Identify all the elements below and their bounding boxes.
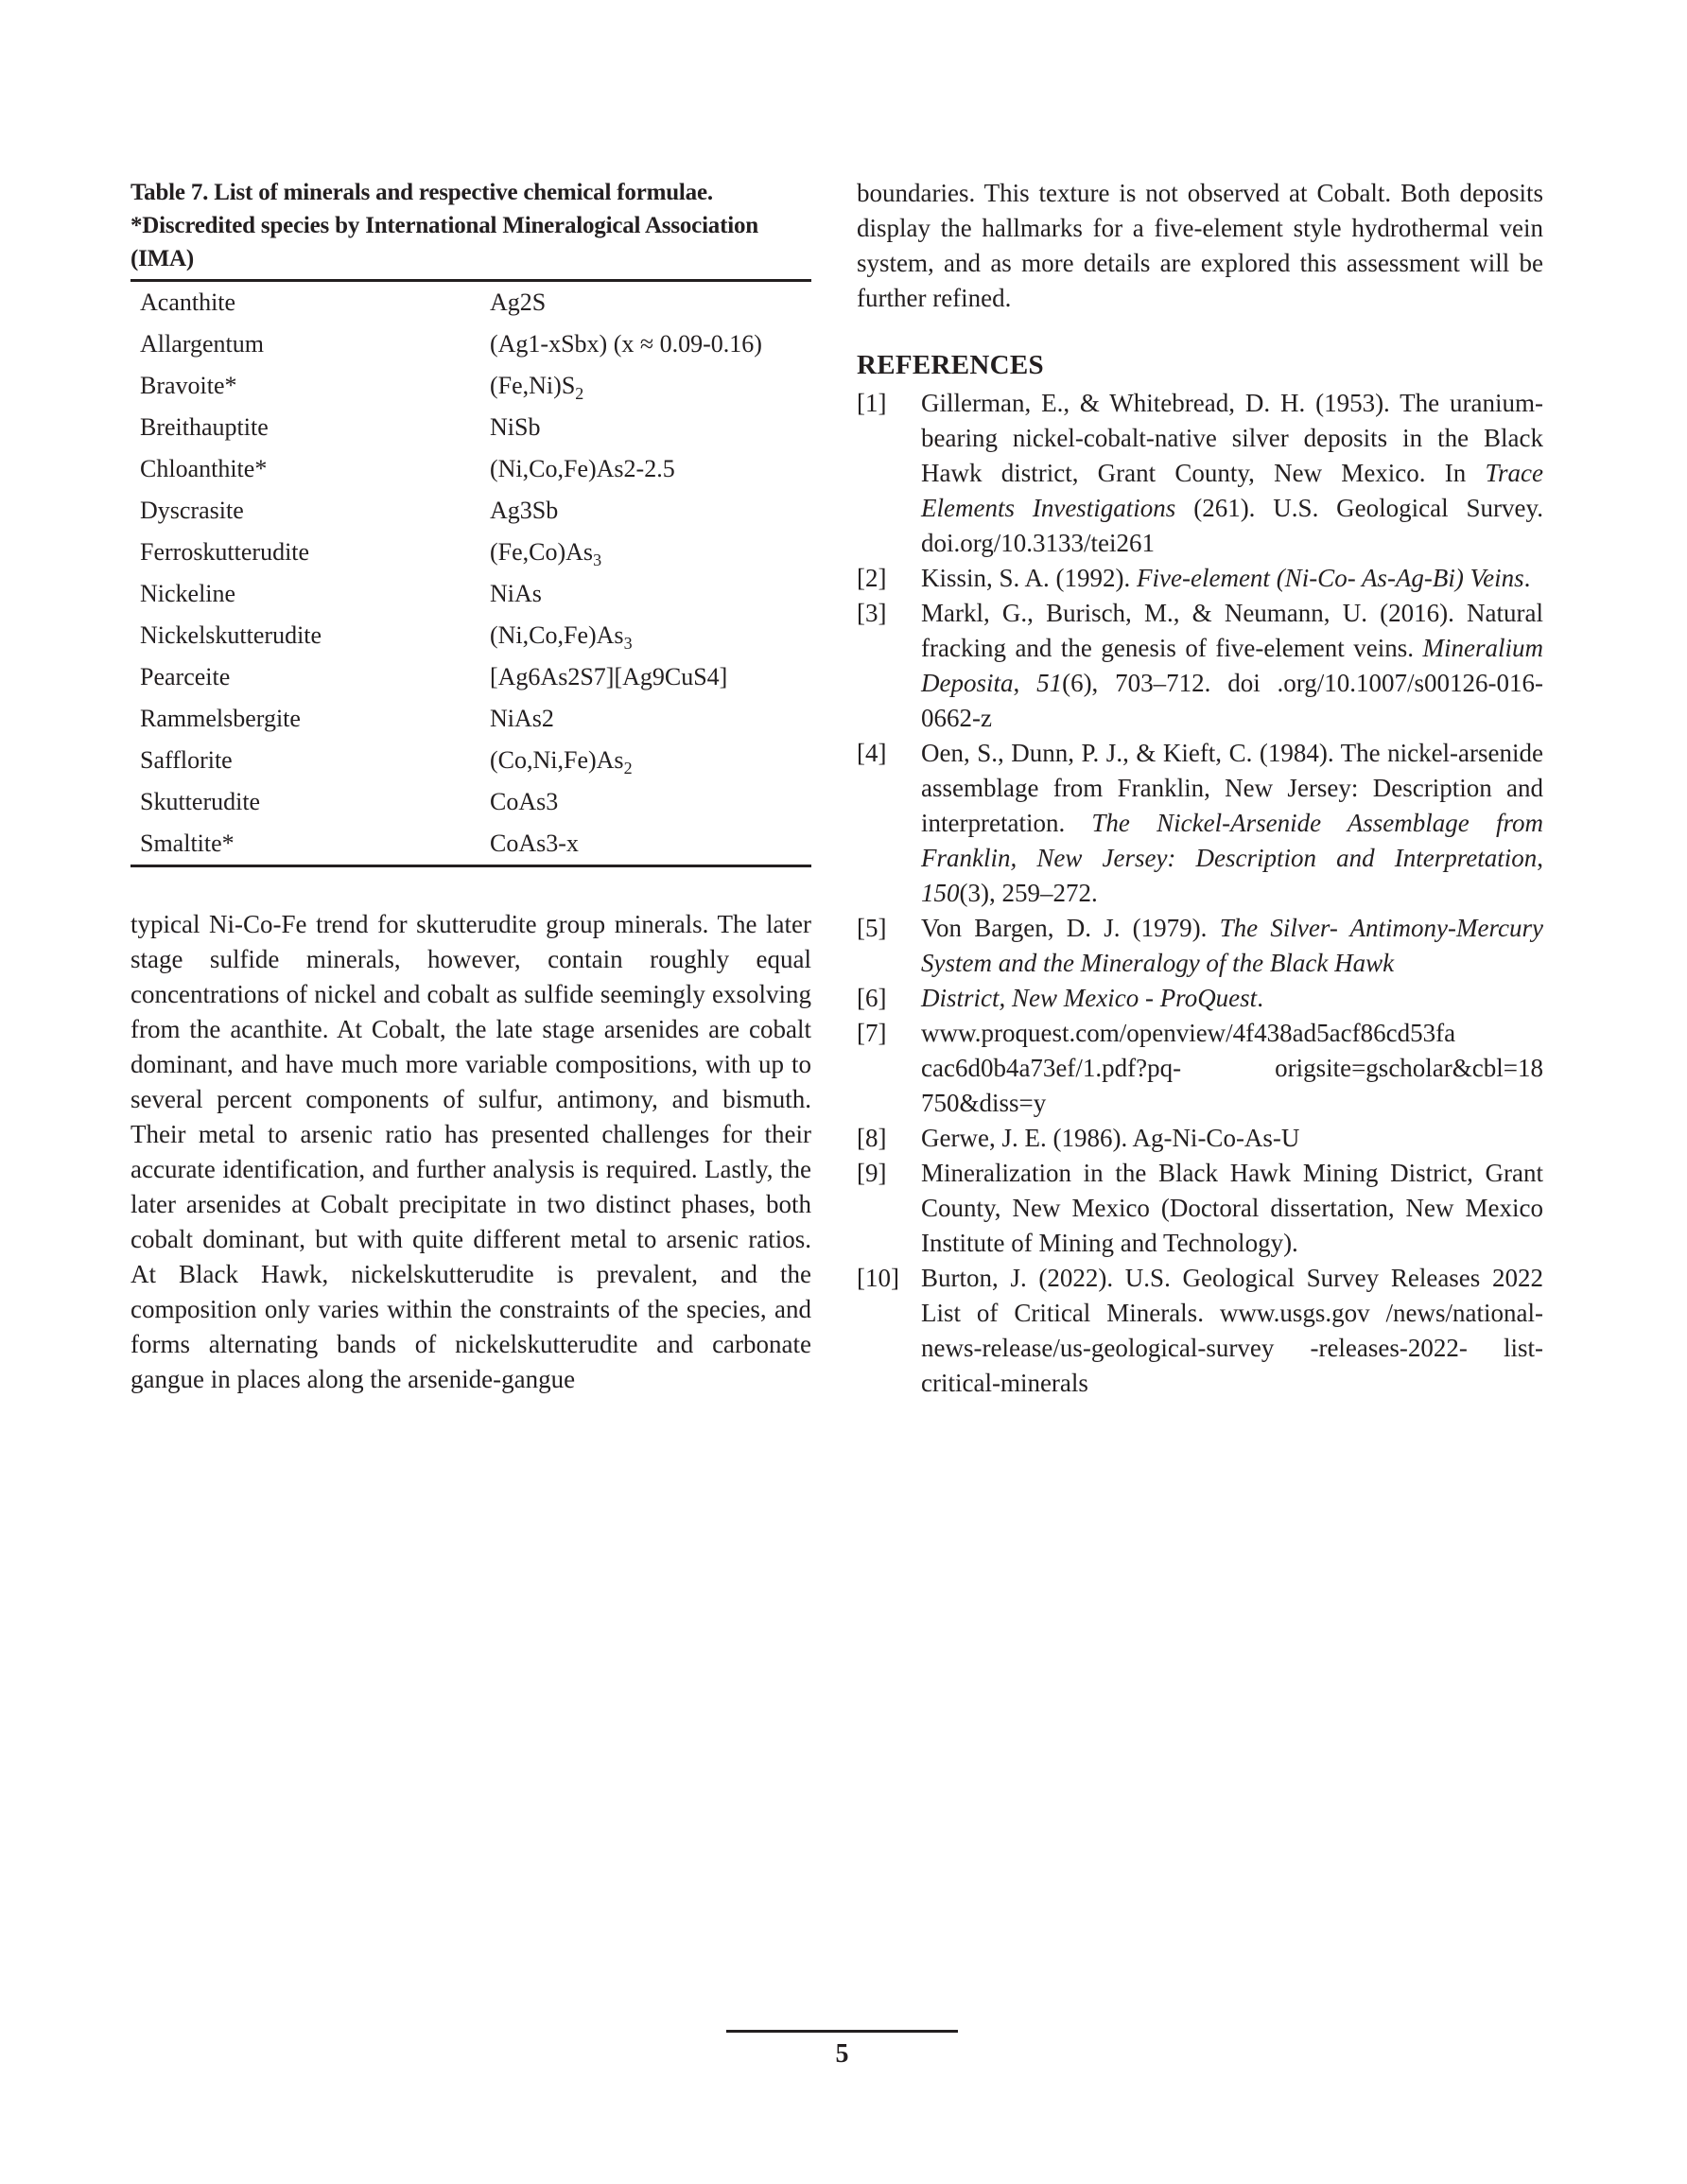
table-row <box>130 323 811 365</box>
reference-segment: Gillerman, E., & Whitebread, D. H. (1953). The uranium-bearing nickel-cobalt-native silver deposits in the Black Hawk district, Grant County, New Mexico. In <box>921 389 1543 487</box>
mineral-formula <box>480 490 811 532</box>
reference-segment: . <box>1523 564 1531 592</box>
formula-text: (Fe,Ni)S <box>490 372 576 399</box>
mineral-name: Bravoite* <box>140 372 237 399</box>
reference-number: [8] <box>857 1124 887 1152</box>
mineral-name: Chloanthite* <box>140 455 268 482</box>
mineral-name: Breithauptite <box>140 413 269 441</box>
mineral-formula <box>480 532 811 573</box>
mineral-name: Allargentum <box>140 330 264 358</box>
reference-segment: Markl, G., Burisch, M., & Neumann, U. (2016). Natural fracking and the genesis of five-element veins. <box>921 599 1543 662</box>
reference-segment: Kissin, S. A. (1992). <box>921 564 1138 592</box>
mineral-name: Rammelsbergite <box>140 705 301 732</box>
mineral-name: Skutterudite <box>140 788 261 815</box>
reference-segment: , <box>1013 669 1037 697</box>
mineral-name: Safflorite <box>140 746 233 774</box>
reference-italic-segment: Mineralium Deposita <box>921 634 1543 697</box>
table-row <box>130 532 811 573</box>
reference-number: [1] <box>857 389 887 417</box>
mineral-name: Ferroskutterudite <box>140 538 310 566</box>
mineral-formula <box>480 573 811 615</box>
page-number: 5 <box>835 2039 849 2069</box>
footer-rule <box>726 2030 958 2033</box>
mineral-formula <box>480 656 811 698</box>
reference-number: [10] <box>857 1264 899 1292</box>
reference-italic-segment: The Nickel-Arsenide Assemblage from Franklin, New Jersey: Description and Interpretation <box>921 809 1543 872</box>
reference-text <box>921 736 1543 911</box>
mineral-formula <box>480 448 811 490</box>
mineral-formula <box>480 781 811 823</box>
formula-text: CoAs3 <box>490 788 559 815</box>
reference-text <box>921 911 1543 981</box>
reference-item <box>857 1261 1543 1401</box>
formula-subscript: 2 <box>623 759 633 778</box>
table-row <box>130 823 811 866</box>
reference-item <box>857 981 1543 1016</box>
mineral-name: Pearceite <box>140 663 231 690</box>
table-row <box>130 365 811 407</box>
reference-number: [9] <box>857 1159 887 1187</box>
reference-item <box>857 911 1543 981</box>
reference-item <box>857 386 1543 561</box>
formula-text: (Fe,Co)As <box>490 538 594 566</box>
reference-segment: (3), 259–272. <box>959 879 1098 907</box>
table-row <box>130 490 811 532</box>
reference-segment: Oen, S., Dunn, P. J., & Kieft, C. (1984). The nickel-arsenide assemblage from Franklin, New Jersey: Description and interpretation. <box>921 739 1543 837</box>
minerals-table-body <box>130 281 811 866</box>
table-caption-title: Table 7. List of minerals and respective chemical formulae. <box>130 180 713 205</box>
reference-text <box>921 1261 1543 1401</box>
mineral-formula <box>480 823 811 866</box>
mineral-formula <box>480 740 811 781</box>
reference-segment: www.proquest.com/openview/4f438ad5acf86cd53fa cac6d0b4a73ef/1.pdf?pq- origsite=gscholar&cbl=18 750&diss=y <box>921 1019 1543 1117</box>
reference-text <box>921 596 1543 736</box>
reference-segment: Burton, J. (2022). U.S. Geological Survey Releases 2022 List of Critical Minerals. www.usgs.gov /news/national-news-release/us-geological-survey -releases-2022- list-critical-minerals <box>921 1264 1543 1397</box>
reference-italic-segment: Five-element (Ni-Co- As-Ag-Bi) Veins <box>1137 564 1524 592</box>
reference-text <box>921 1121 1543 1156</box>
formula-text: (Co,Ni,Fe)As <box>490 746 624 774</box>
formula-text: (Ag1-xSbx) (x ≈ 0.09-0.16) <box>490 330 762 358</box>
mineral-name: Dyscrasite <box>140 497 244 524</box>
reference-item <box>857 561 1543 596</box>
reference-text <box>921 561 1543 596</box>
formula-text: CoAs3-x <box>490 830 579 857</box>
formula-text: NiAs2 <box>490 705 554 732</box>
formula-text: Ag3Sb <box>490 497 559 524</box>
formula-text: NiSb <box>490 413 541 441</box>
reference-number: [6] <box>857 984 887 1012</box>
reference-italic-segment: The Silver- Antimony-Mercury System and the Mineralogy of the Black Hawk <box>921 914 1543 977</box>
reference-segment: (261). U.S. Geological Survey. doi.org/10.3133/tei261 <box>921 494 1543 557</box>
mineral-formula <box>480 281 811 324</box>
minerals-table <box>130 279 811 867</box>
body-paragraph-right: boundaries. This texture is not observed at Cobalt. Both deposits display the hallmarks for a five-element style hydrothermal vein system, and as more details are explored this assessment will be further refined. <box>857 179 1543 312</box>
formula-subscript: 2 <box>575 384 584 403</box>
formula-text: [Ag6As2S7][Ag9CuS4] <box>490 663 728 690</box>
reference-segment: Mineralization in the Black Hawk Mining District, Grant County, New Mexico (Doctoral dissertation, New Mexico Institute of Mining and Technology). <box>921 1159 1543 1257</box>
mineral-name: Smaltite* <box>140 830 235 857</box>
reference-text <box>921 981 1543 1016</box>
reference-text <box>921 1016 1543 1121</box>
table-caption <box>130 176 811 275</box>
formula-text: (Ni,Co,Fe)As <box>490 621 624 649</box>
reference-item <box>857 736 1543 911</box>
reference-italic-segment: 150 <box>921 879 960 907</box>
reference-segment: Von Bargen, D. J. (1979). <box>921 914 1220 942</box>
table-row <box>130 407 811 448</box>
body-paragraph-left: typical Ni-Co-Fe trend for skutterudite group minerals. The later stage sulfide minerals, however, contain roughly equal concentrations of nickel and cobalt as sulfide seemingly exsolving from the acanthite. At Cobalt, the late stage arsenides are cobalt dominant, and have much more variable compositions, with up to several percent components of sulfur, antimony, and bismuth. Their metal to arsenic ratio has presented challenges for their accurate identification, and further analysis is required. Lastly, the later arsenides at Cobalt precipitate in two distinct phases, both cobalt dominant, but with quite different metal to arsenic ratios. At Black Hawk, nickelskutterudite is prevalent, and the composition only varies within the constraints of the species, and forms alternating bands of nickelskutterudite and carbonate gangue in places along the arsenide-gangue <box>130 910 811 1393</box>
reference-segment: (6), 703–712. doi .org/10.1007/s00126-016-0662-z <box>921 669 1544 732</box>
formula-subscript: 3 <box>593 550 602 569</box>
mineral-formula <box>480 615 811 656</box>
table-row <box>130 448 811 490</box>
mineral-name: Nickeline <box>140 580 236 607</box>
mineral-formula <box>480 365 811 407</box>
references-list <box>857 386 1543 1401</box>
formula-text: Ag2S <box>490 288 547 316</box>
formula-subscript: 3 <box>623 634 633 653</box>
reference-italic-segment: 51 <box>1036 669 1063 697</box>
left-column <box>130 176 811 1397</box>
reference-number: [3] <box>857 599 887 627</box>
table-row <box>130 615 811 656</box>
reference-number: [5] <box>857 914 887 942</box>
mineral-name: Nickelskutterudite <box>140 621 322 649</box>
reference-item <box>857 596 1543 736</box>
reference-italic-segment: District, New Mexico - ProQuest <box>921 984 1258 1012</box>
reference-item <box>857 1121 1543 1156</box>
reference-text <box>921 386 1543 561</box>
right-column <box>857 176 1543 1401</box>
reference-number: [7] <box>857 1019 887 1047</box>
mineral-formula <box>480 698 811 740</box>
formula-text: NiAs <box>490 580 542 607</box>
reference-segment: , <box>1537 844 1543 872</box>
mineral-formula <box>480 407 811 448</box>
table-row <box>130 698 811 740</box>
table-row <box>130 656 811 698</box>
reference-segment: Gerwe, J. E. (1986). Ag-Ni-Co-As-U <box>921 1124 1300 1152</box>
table-row <box>130 781 811 823</box>
reference-number: [2] <box>857 564 887 592</box>
table-row <box>130 281 811 324</box>
mineral-formula <box>480 323 811 365</box>
table-row <box>130 573 811 615</box>
table-caption-note: *Discredited species by International Mineralogical Association (IMA) <box>130 213 758 271</box>
reference-item <box>857 1156 1543 1261</box>
formula-text: (Ni,Co,Fe)As2-2.5 <box>490 455 675 482</box>
reference-segment: . <box>1257 984 1263 1012</box>
reference-number: [4] <box>857 739 887 767</box>
table-row <box>130 740 811 781</box>
reference-item <box>857 1016 1543 1121</box>
mineral-name: Acanthite <box>140 288 236 316</box>
reference-text <box>921 1156 1543 1261</box>
references-heading: REFERENCES <box>857 350 1044 380</box>
reference-italic-segment: Trace Elements Investigations <box>921 459 1543 522</box>
